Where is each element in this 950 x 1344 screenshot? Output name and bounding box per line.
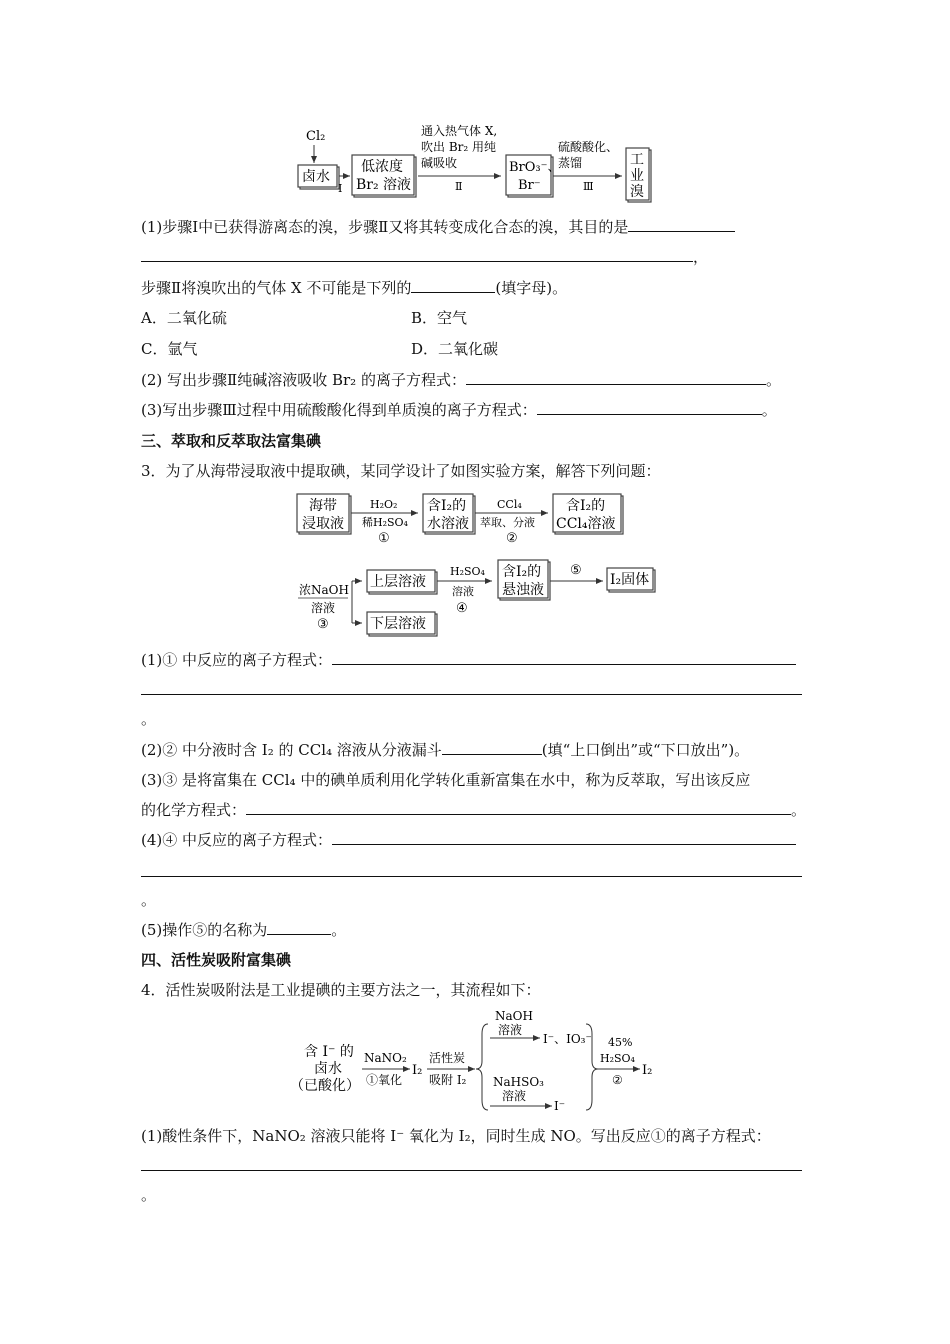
extract-label: 萃取、分液 — [480, 516, 535, 529]
section3-intro: 3．为了从海带浸取液中提取碘，某同学设计了如图实验方案，解答下列问题： — [141, 462, 661, 480]
option-b[interactable]: B．空气 — [411, 309, 468, 327]
option-d[interactable]: D．二氧化碳 — [411, 340, 499, 358]
activated-carbon-flow-diagram — [290, 1006, 670, 1114]
solution-label: 溶液 — [452, 585, 474, 598]
q3-part3b-tail: 。 — [791, 801, 807, 819]
q2-part1-tail: ， — [693, 248, 709, 266]
q3-part1-blank-line2[interactable] — [141, 694, 802, 695]
q3-part2 — [141, 740, 749, 760]
cl2-label: Cl₂ — [306, 129, 326, 144]
seaweed-line2: 浸取液 — [302, 516, 344, 532]
low-conc-line2: Br₂ 溶液 — [356, 177, 412, 193]
brine-line1: 含 I⁻ 的 — [304, 1044, 354, 1060]
arrow2-line1: 通入热气体 X, — [421, 124, 498, 138]
q3-part4-blank-line2[interactable] — [141, 876, 802, 877]
susp-line1: 含I₂的 — [502, 564, 542, 580]
circle5-label: ⑤ — [570, 563, 582, 578]
q2-part2-blank[interactable] — [466, 370, 766, 385]
acid-label: H₂SO₄ — [600, 1052, 635, 1065]
q2-part1b-blank[interactable] — [411, 278, 495, 293]
product-char3: 溴 — [630, 184, 644, 200]
nahso3-solution-label: 溶液 — [502, 1089, 527, 1103]
bromine-flow-diagram — [290, 118, 660, 204]
low-conc-line1: 低浓度 — [361, 159, 403, 175]
circle1-label: ① — [378, 531, 390, 546]
q4-part1-blank[interactable] — [141, 1170, 802, 1171]
q2-part1 — [141, 217, 735, 237]
susp-line2: 悬浊液 — [502, 582, 544, 598]
circle4-label: ④ — [456, 601, 468, 616]
product-char1: 工 — [630, 152, 644, 168]
naoh-line1: 浓NaOH — [299, 583, 349, 597]
q2-part1-continue — [141, 247, 708, 267]
q3-part4 — [141, 830, 796, 850]
q2-part1-blank[interactable] — [628, 217, 735, 232]
aq-line2: 水溶液 — [427, 516, 469, 532]
option-a[interactable]: A．二氧化硫 — [141, 309, 227, 327]
q4-part1-end: 。 — [141, 1186, 157, 1204]
ions-line1: BrO₃⁻、 — [509, 160, 561, 175]
naoh-line2: 溶液 — [311, 601, 336, 615]
option-c[interactable]: C．氩气 — [141, 340, 198, 358]
arrow2-line3: 碱吸收 — [421, 156, 458, 170]
q2-part2-tail: 。 — [765, 371, 781, 389]
lower-layer-label: 下层溶液 — [370, 616, 426, 632]
i2-intermediate: I₂ — [412, 1063, 423, 1078]
q3-part5-text: (5)操作⑤的名称为 — [141, 921, 268, 939]
q2-part1-blank-line2[interactable] — [141, 247, 693, 262]
q3-part3b — [141, 800, 806, 820]
org-line1: 含I₂的 — [566, 498, 606, 514]
dilute-h2so4-label: 稀H₂SO₄ — [362, 516, 408, 529]
upper-layer-label: 上层溶液 — [370, 574, 426, 590]
nano2-label: NaNO₂ — [364, 1051, 407, 1065]
q2-part1b-tail: (填字母)。 — [495, 279, 568, 297]
arrow2-line2: 吹出 Br₂ 用纯 — [421, 140, 496, 154]
q2-part3-text: (3)写出步骤Ⅲ过程中用硫酸酸化得到单质溴的离子方程式： — [141, 401, 537, 419]
circle3-label: ③ — [317, 617, 329, 632]
q3-part3: (3)③ 是将富集在 CCl₄ 中的碘单质利用化学转化重新富集在水中，称为反萃取，写出该反应 — [141, 771, 751, 789]
carbon-line1: 活性炭 — [429, 1051, 466, 1065]
iodide-label: I⁻ — [554, 1099, 566, 1113]
section4-intro: 4．活性炭吸附法是工业提碘的主要方法之一，其流程如下： — [141, 981, 541, 999]
aq-line1: 含I₂的 — [427, 498, 467, 514]
percent-label: 45% — [608, 1036, 633, 1049]
q3-part5 — [141, 920, 346, 940]
q4-part1: (1)酸性条件下，NaNO₂ 溶液只能将 I⁻ 氧化为 I₂，同时生成 NO。写出反应①的离子方程式： — [141, 1127, 771, 1145]
q3-part1-text: (1)① 中反应的离子方程式： — [141, 651, 333, 669]
arrow3-line2: 蒸馏 — [558, 156, 583, 170]
section3-heading: 三、萃取和反萃取法富集碘 — [141, 432, 322, 450]
q3-part4-blank[interactable] — [332, 830, 796, 845]
iodine-extraction-diagram — [290, 488, 670, 640]
left-brace — [476, 1024, 488, 1110]
iodide-iodate-label: I⁻、IO₃⁻ — [543, 1032, 592, 1046]
naoh-solution-label: 溶液 — [498, 1023, 523, 1037]
nahso3-label: NaHSO₃ — [493, 1075, 544, 1089]
q2-part3 — [141, 400, 777, 420]
brine-label: 卤水 — [302, 169, 330, 185]
h2o2-label: H₂O₂ — [370, 498, 398, 511]
q2-part2-text: (2) 写出步骤Ⅱ纯碱溶液吸收 Br₂ 的离子方程式： — [141, 371, 466, 389]
circle2-label: ② — [506, 531, 518, 546]
solid-label: I₂固体 — [610, 572, 650, 588]
oxidation-label: ①氧化 — [366, 1073, 403, 1087]
step3-label: Ⅲ — [583, 180, 594, 193]
q2-part1b-text: 步骤Ⅱ将溴吹出的气体 X 不可能是下列的 — [141, 279, 412, 297]
arrow3-line1: 硫酸酸化、 — [558, 140, 619, 154]
q3-part1-blank[interactable] — [332, 650, 796, 665]
carbon-line2: 吸附 I₂ — [429, 1073, 467, 1087]
q3-part3-blank[interactable] — [246, 800, 791, 815]
q3-part3b-text: 的化学方程式： — [141, 801, 247, 819]
q2-part1b — [141, 278, 567, 298]
step1-label: Ⅰ — [338, 182, 343, 195]
circle2-label: ② — [612, 1073, 623, 1087]
org-line2: CCl₄溶液 — [556, 516, 616, 532]
q2-part1-text: (1)步骤Ⅰ中已获得游离态的溴，步骤Ⅱ又将其转变成化合态的溴，其目的是 — [141, 218, 629, 236]
h2so4-label: H₂SO₄ — [450, 565, 485, 578]
ccl4-label: CCl₄ — [497, 498, 522, 511]
brine-line3: （已酸化） — [290, 1078, 360, 1094]
q2-part2 — [141, 370, 781, 390]
q3-part1-end: 。 — [141, 710, 157, 728]
q2-part3-tail: 。 — [761, 401, 777, 419]
seaweed-line1: 海带 — [309, 498, 337, 514]
q2-part3-blank[interactable] — [537, 400, 762, 415]
q3-part2-text: (2)② 中分液时含 I₂ 的 CCl₄ 溶液从分液漏斗 — [141, 741, 442, 759]
product-char2: 业 — [630, 168, 644, 184]
naoh-label: NaOH — [495, 1009, 533, 1023]
section4-heading: 四、活性炭吸附富集碘 — [141, 951, 292, 969]
brine-line2: 卤水 — [314, 1061, 342, 1077]
step2-label: Ⅱ — [455, 180, 463, 193]
q3-part4-end: 。 — [141, 891, 157, 909]
q3-part2-tail: (填“上口倒出”或“下口放出”)。 — [541, 741, 750, 759]
q3-part5-blank[interactable] — [267, 920, 331, 935]
q3-part4-text: (4)④ 中反应的离子方程式： — [141, 831, 333, 849]
i2-product: I₂ — [642, 1063, 653, 1078]
ions-line2: Br⁻ — [518, 178, 541, 193]
q3-part5-tail: 。 — [331, 921, 347, 939]
q3-part2-blank[interactable] — [442, 740, 542, 755]
q3-part1 — [141, 650, 796, 670]
